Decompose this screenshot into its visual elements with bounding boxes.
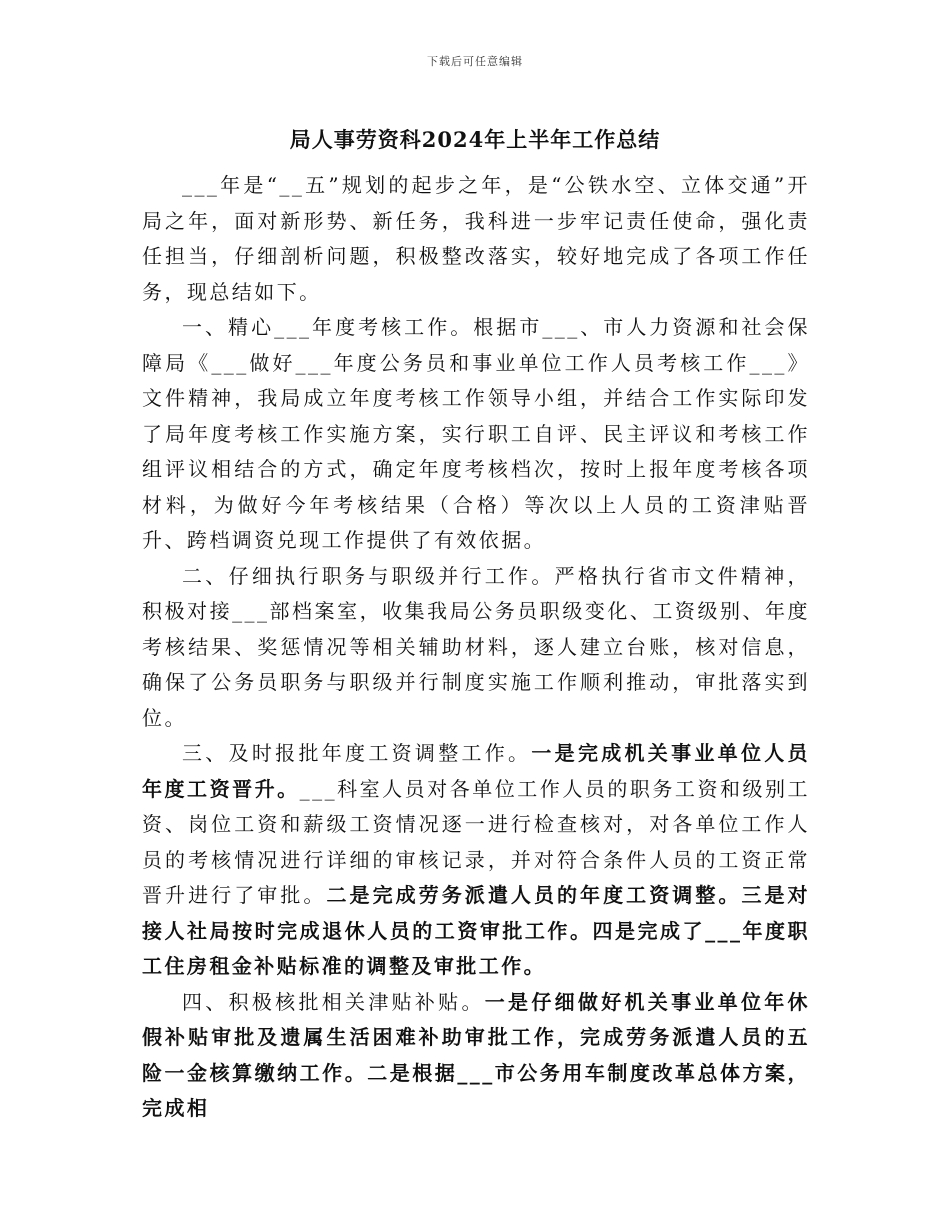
paragraph-section-1 (142, 310, 810, 559)
paragraph-section-3 (142, 736, 810, 985)
text-segment: ___科室人员对各单位工作人员的职务工资和级别工资、岗位工资和薪级工资情况逐一进行检查核对，对各单位工作人员的考核情况进行详细的审核记录，并对符合条件人员的工资正常晋升进行了审批。 (142, 776, 810, 907)
document-body (142, 168, 810, 1127)
paragraph-section-4 (142, 985, 810, 1127)
bold-text-segment: 一是完成机关事业单位人员年度工资晋升。 (142, 741, 811, 801)
text-segment: 三、及时报批年度工资调整工作。 (182, 741, 532, 765)
paragraph-intro (142, 168, 810, 310)
text-segment: 四、积极核批相关津贴补贴。 (182, 989, 485, 1014)
bold-text-segment: 一是仔细做好机关事业单位年休假补贴审批及遗属生活困难补助审批工作，完成劳务派遣人员的五险一金核算缴纳工作。二是根据___市公务用车制度改革总体方案，完成相 (142, 989, 810, 1120)
bold-text-segment: 二是完成劳务派遣人员的年度工资调整。三是对接人社局按时完成退休人员的工资审批工作。四是完成了___年度职工住房租金补贴标准的调整及审批工作。 (142, 883, 811, 978)
text-segment: 一、精心___年度考核工作。根据市___、市人力资源和社会保障局《___做好___年度公务员和事业单位工作人员考核工作___》文件精神，我局成立年度考核工作领导小组，并结合工作实际印发了局年度考核工作实施方案，实行职工自评、民主评议和考核工作组评议相结合的方式，确定年度考核档次，按时上报年度考核各项材料，为做好今年考核结果（合格）等次以上人员的工资津贴晋升、跨档调资兑现工作提供了有效依据。 (142, 315, 810, 552)
document-title: 局人事劳资科2024年上半年工作总结 (289, 127, 661, 152)
text-segment: 二、仔细执行职务与职级并行工作。严格执行省市文件精神，积极对接___部档案室，收集我局公务员职级变化、工资级别、年度考核结果、奖惩情况等相关辅助材料，逐人建立台账，核对信息，确保了公务员职务与职级并行制度实施工作顺利推动，审批落实到位。 (142, 563, 810, 730)
page-header: 下载后可任意编辑 (427, 55, 523, 68)
text-segment: ___年是“__五”规划的起步之年，是“公铁水空、立体交通”开局之年，面对新形势、新任务，我科进一步牢记责任使命，强化责任担当，仔细剖析问题，积极整改落实，较好地完成了各项工作任务，现总结如下。 (142, 173, 810, 304)
paragraph-section-2 (142, 559, 810, 737)
